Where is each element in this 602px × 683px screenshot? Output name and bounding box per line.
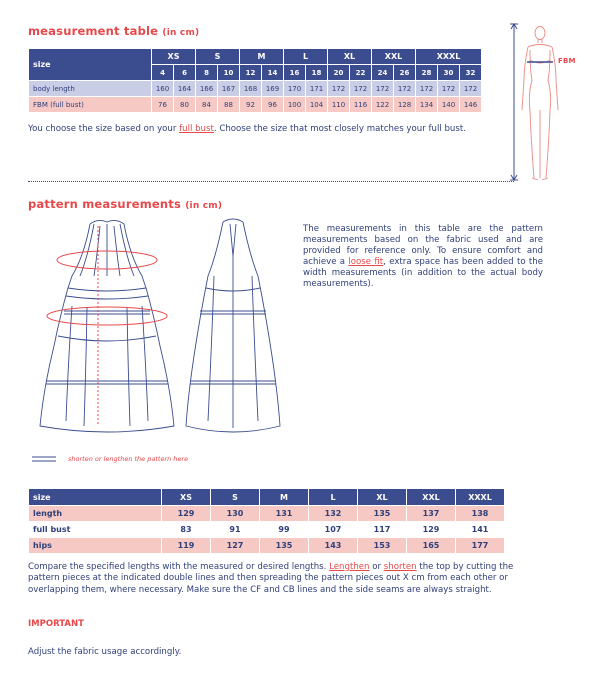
size-number: 14 [262,65,284,81]
size-number: 30 [438,65,460,81]
table-cell: 167 [218,81,240,97]
table-cell: 135 [260,538,309,554]
table-cell: 107 [309,522,358,538]
row-label-length: length [29,506,162,522]
size-xs: XS [162,489,211,506]
table-cell: 166 [196,81,218,97]
size-l: L [309,489,358,506]
size-number: 22 [350,65,372,81]
measurement-table-title: measurement table (in cm) [28,24,200,38]
size-number: 24 [372,65,394,81]
table-cell: 110 [328,97,350,113]
table-cell: 91 [211,522,260,538]
table-cell: 88 [218,97,240,113]
row-label-fbm: FBM (full bust) [29,97,152,113]
table-cell: 92 [240,97,262,113]
table-cell: 164 [174,81,196,97]
size-header: size [29,489,162,506]
table-cell: 127 [211,538,260,554]
row-label-full-bust: full bust [29,522,162,538]
dress-back-illustration [178,216,288,438]
table-cell: 134 [416,97,438,113]
table-row [29,97,482,113]
table-cell: 84 [196,97,218,113]
shorten-link[interactable]: shorten [383,562,417,572]
size-xl: XL [328,49,372,65]
legend-label: shorten or lengthen the pattern here [68,455,189,463]
table-cell: 132 [309,506,358,522]
size-xxxl: XXXL [456,489,505,506]
table-cell: 140 [438,97,460,113]
size-header: size [29,49,152,81]
table-cell: 138 [456,506,505,522]
table-cell: 104 [306,97,328,113]
table-cell: 172 [350,81,372,97]
loose-fit-link[interactable]: loose fit [348,257,384,267]
pattern-measurement-table [28,488,505,554]
size-l: L [284,49,328,65]
table-cell: 143 [309,538,358,554]
size-xxl: XXL [407,489,456,506]
pattern-description: The measurements in this table are the pattern measurements based on the fabric used and are provided for reference only. To ensure comfort and achieve a loose fit, extra space has been added to the width measurements (in addition to the actual body measurements). [303,224,543,289]
table-cell: 171 [306,81,328,97]
table-cell: 99 [260,522,309,538]
table-cell: 83 [162,522,211,538]
table-cell: 172 [416,81,438,97]
pattern-measurements-title: pattern measurements (in cm) [28,197,223,211]
important-heading: IMPORTANT [28,619,84,629]
table-cell: 122 [372,97,394,113]
fbm-label: FBM [558,57,576,65]
table-cell: 165 [407,538,456,554]
table-cell: 137 [407,506,456,522]
table-cell: 119 [162,538,211,554]
lengthen-link[interactable]: Lengthen [329,562,370,572]
size-s: S [211,489,260,506]
dress-front-illustration [32,216,182,438]
full-bust-link[interactable]: full bust [179,124,214,134]
table-cell: 76 [152,97,174,113]
size-number: 16 [284,65,306,81]
table-cell: 116 [350,97,372,113]
table-row [29,81,482,97]
table-cell: 153 [358,538,407,554]
table-cell: 80 [174,97,196,113]
size-number: 8 [196,65,218,81]
table-cell: 100 [284,97,306,113]
table-cell: 160 [152,81,174,97]
size-m: M [260,489,309,506]
table-cell: 172 [438,81,460,97]
size-s: S [196,49,240,65]
size-number: 6 [174,65,196,81]
table-cell: 130 [211,506,260,522]
section-divider [28,181,514,182]
table-cell: 172 [460,81,482,97]
size-number: 4 [152,65,174,81]
table-row [29,522,505,538]
table-cell: 169 [262,81,284,97]
size-number: 18 [306,65,328,81]
size-xl: XL [358,489,407,506]
table-cell: 129 [407,522,456,538]
instructions-paragraph: Compare the specified lengths with the measured or desired lengths. Lengthen or shorten the top by cutting the pattern pieces at the indicated double lines and then spreading the pattern pieces out X cm from each other or overlapping them, where necessary. Make sure the CF and CB lines and the side seams are always straight. [28,562,514,595]
size-number: 26 [394,65,416,81]
table-cell: 177 [456,538,505,554]
table-cell: 117 [358,522,407,538]
size-number: 12 [240,65,262,81]
size-m: M [240,49,284,65]
table-cell: 168 [240,81,262,97]
body-figure-illustration [506,20,586,190]
row-label-body-length: body length [29,81,152,97]
measurement-table [28,48,482,113]
size-number: 28 [416,65,438,81]
table-cell: 135 [358,506,407,522]
table-cell: 128 [394,97,416,113]
table-cell: 170 [284,81,306,97]
table-cell: 141 [456,522,505,538]
table-cell: 131 [260,506,309,522]
table-row [29,506,505,522]
size-number: 10 [218,65,240,81]
size-choice-note: You choose the size based on your full bust. Choose the size that most closely matches your full bust. [28,124,466,134]
shorten-lengthen-legend-icon [32,455,56,463]
size-xxl: XXL [372,49,416,65]
size-number: 32 [460,65,482,81]
table-cell: 172 [328,81,350,97]
table-cell: 172 [394,81,416,97]
table-cell: 96 [262,97,284,113]
table-cell: 172 [372,81,394,97]
table-cell: 146 [460,97,482,113]
table-row [29,538,505,554]
row-label-hips: hips [29,538,162,554]
size-number: 20 [328,65,350,81]
size-xs: XS [152,49,196,65]
size-xxxl: XXXL [416,49,482,65]
important-text: Adjust the fabric usage accordingly. [28,647,182,657]
table-cell: 129 [162,506,211,522]
